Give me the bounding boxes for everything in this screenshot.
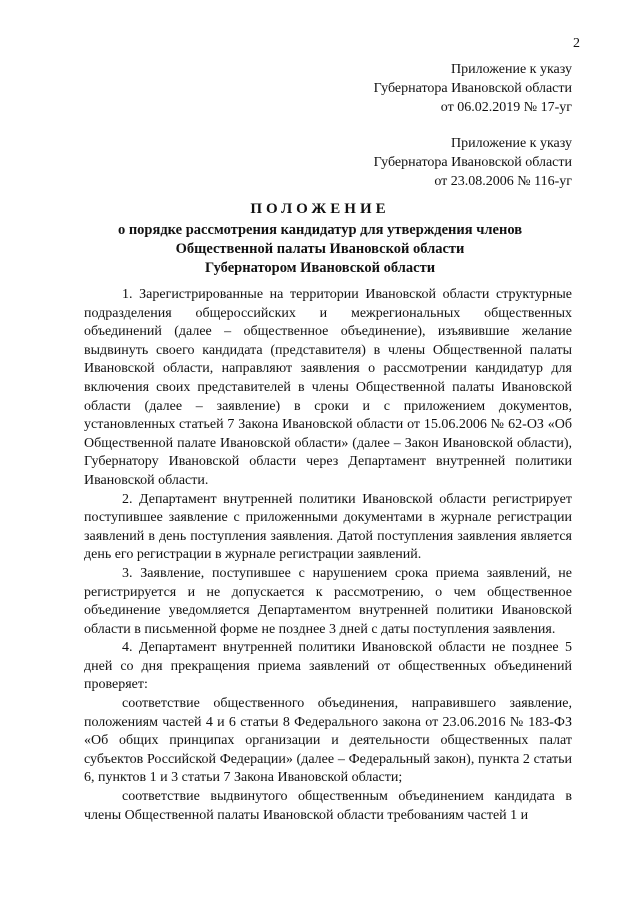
attachment-current-line-1: Приложение к указу — [451, 62, 572, 77]
document-heading: ПОЛОЖЕНИЕ — [250, 201, 390, 217]
title-line-1: о порядке рассмотрения кандидатур для утверждения членов — [117, 222, 523, 238]
attachment-note-original — [374, 134, 572, 191]
attachment-current-line-3: от 06.02.2019 № 17-уг — [440, 100, 572, 115]
attachment-original-line-2: Губернатора Ивановской области — [373, 155, 572, 170]
attachment-original-line-1: Приложение к указу — [451, 136, 572, 151]
paragraph-4-item-2: соответствие выдвинутого общественным объединением кандидата в члены Общественной палаты Ивановской области требованиям частей 1 и — [84, 789, 572, 823]
paragraph-1: 1. Зарегистрированные на территории Ивановской области структурные подразделения общероссийских и межрегиональных общественных объединений (далее – общественное объединение), изъявившие желание выдвинуть своего кандидата (представителя) в члены Общественной палаты Ивановской области, направляют заявления о рассмотрении кандидатур для включения своих представителей в члены Общественной палаты Ивановской области (далее – заявление) в сроки и с приложением документов, установленных статьей 7 Закона Ивановской области от 15.06.2006 № 62-ОЗ «Об Общественной палате Ивановской области» (далее – Закон Ивановской области), Губернатору Ивановской области через Департамент внутренней политики Ивановской области. — [84, 287, 572, 488]
paragraph-4-item-1: соответствие общественного объединения, направившего заявление, положениям частей 4 и 6 статьи 8 Федерального закона от 23.06.2016 № 183-ФЗ «Об общих принципах организации и деятельности общественных палат субъектов Российской Федерации» (далее – Федеральный закон), пункта 2 статьи 6, пунктов 1 и 3 статьи 7 Закона Ивановской области; — [84, 696, 572, 786]
paragraph-4: 4. Департамент внутренней политики Ивановской области не позднее 5 дней со дня прекращения приема заявлений от общественных объединений проверяет: — [84, 640, 572, 693]
paragraph-3: 3. Заявление, поступившее с нарушением срока приема заявлений, не регистрируется и не допускается к рассмотрению, о чем общественное объединение уведомляется Департаментом внутренней политики Ивановской области в письменной форме не позднее 3 дней с даты поступления заявления. — [84, 565, 572, 637]
paragraph-2: 2. Департамент внутренней политики Ивановской области регистрирует поступившее заявление с приложенными документами в журнале регистрации заявлений в день поступления заявления. Датой поступления заявления является день его регистрации в журнале регистрации заявлений. — [84, 491, 572, 563]
document-title — [60, 200, 580, 278]
title-line-3: Губернатором Ивановской области — [204, 260, 436, 276]
document-body — [84, 286, 572, 825]
attachment-note-current — [374, 60, 572, 117]
attachment-original-line-3: от 23.08.2006 № 116-уг — [434, 174, 572, 189]
title-line-2: Общественной палаты Ивановской области — [175, 241, 465, 257]
page-number: 2 — [573, 36, 580, 51]
attachment-current-line-2: Губернатора Ивановской области — [373, 81, 572, 96]
